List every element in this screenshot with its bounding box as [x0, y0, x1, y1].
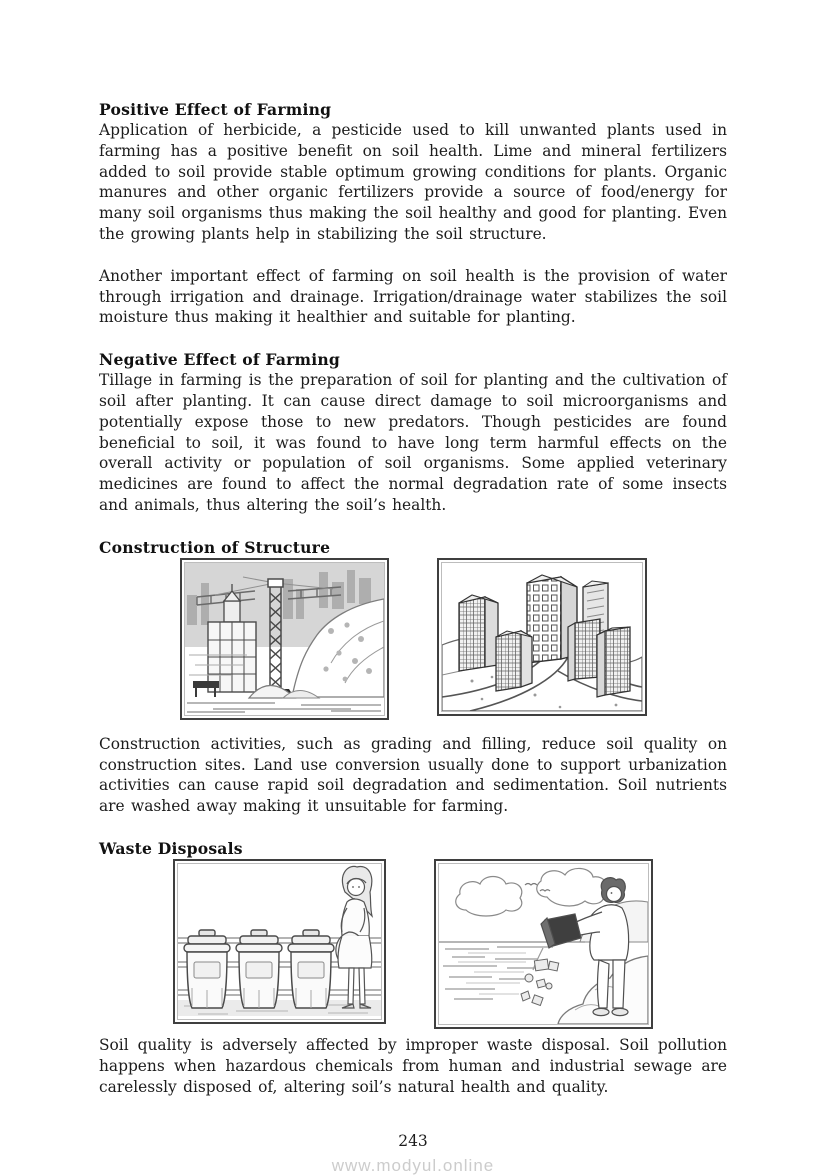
paragraph-waste-disposal: Soil quality is adversely affected by improper waste disposal. Soil pollution happens when hazardous chemicals from human and industrial sewage are carelessly disposed of, altering soil’s natural health and quality.: [99, 1035, 727, 1096]
construction-site-image: [184, 562, 385, 716]
construction-site-figure: [180, 558, 389, 720]
construction-images-row: [99, 558, 727, 720]
document-page: [99, 0, 727, 1176]
paragraph-positive-effect-2: Another important effect of farming on soil health is the provision of water through irrigation and drainage. Irrigation/drainage water stabilizes the soil moisture thus making it healthier and suitable for planting.: [99, 266, 727, 327]
trash-bins-image: [177, 863, 382, 1020]
paragraph-construction: Construction activities, such as grading and filling, reduce soil quality on construction sites. Land use conversion usually done to support urbanization activities can cause rapid soil degradation and sedimentation. Soil nutrients are washed away making it unsuitable for farming.: [99, 734, 727, 816]
city-buildings-image: [441, 562, 643, 712]
page-footer: [99, 1131, 727, 1176]
paragraph-positive-effect-1: Application of herbicide, a pesticide used to kill unwanted plants used in farming has a positive benefit on soil health. Lime and mineral fertilizers added to soil provide stable optimum growing conditions for plants. Organic manures and other organic fertilizers provide a source of food/energy for many soil organisms thus making the soil healthy and good for planting. Even the growing plants help in stabilizing the soil structure.: [99, 121, 727, 243]
heading-construction-of-structure: Construction of Structure: [99, 537, 331, 557]
city-buildings-figure: [437, 558, 647, 716]
heading-waste-disposals: Waste Disposals: [99, 838, 243, 858]
heading-positive-effect-of-farming: Positive Effect of Farming: [99, 100, 332, 119]
trash-bins-figure: [173, 859, 386, 1024]
paragraph-negative-effect: Tillage in farming is the preparation of soil for planting and the cultivation of soil after planting. It can cause direct damage to soil microorganisms and potentially expose those to new predators. Though pesticides are found beneficial to soil, it was found to have long term harmful effects on the overall activity or population of soil organisms. Some applied veterinary medicines are found to affect the normal degradation rate of some insects and animals, thus altering the soil’s health.: [99, 371, 727, 514]
waste-images-row: [99, 859, 727, 1029]
watermark: www.modyul.online: [331, 1156, 495, 1176]
water-dumping-figure: [434, 859, 653, 1029]
page-number: 243: [398, 1132, 428, 1151]
water-dumping-image: [438, 863, 649, 1025]
heading-negative-effect-of-farming: Negative Effect of Farming: [99, 350, 341, 370]
